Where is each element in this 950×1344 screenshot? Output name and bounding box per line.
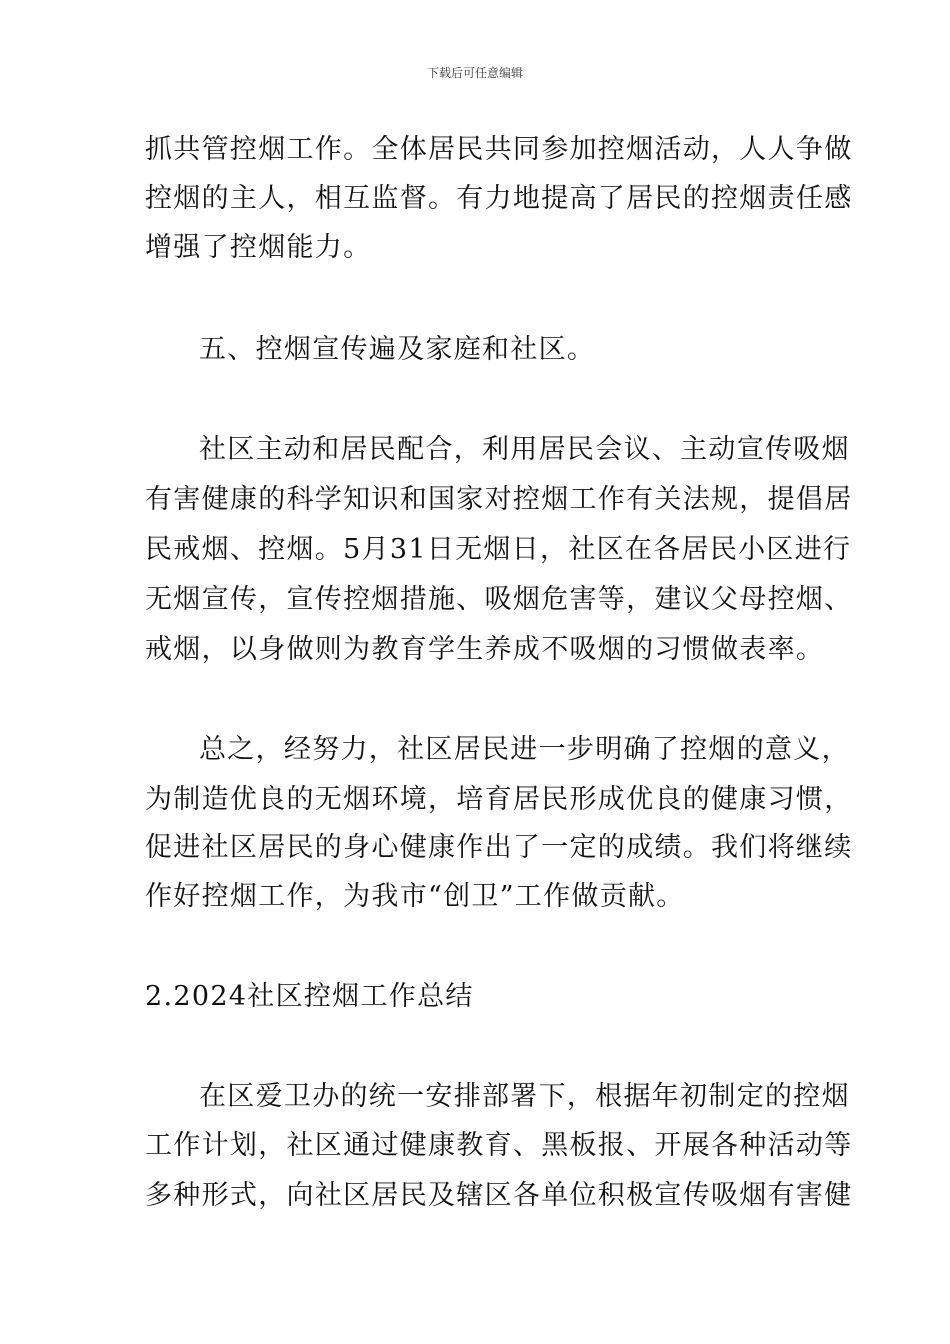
section-title: 2.2024社区控烟工作总结 xyxy=(145,981,474,1012)
paragraph-line: 抓共管控烟工作。全体居民共同参加控烟活动，人人争做 xyxy=(145,134,853,165)
section-heading: 五、控烟宣传遍及家庭和社区。 xyxy=(199,334,596,365)
paragraph-line: 控烟的主人，相互监督。有力地提高了居民的控烟责任感 xyxy=(145,183,853,214)
paragraph-line: 促进社区居民的身心健康作出了一定的成绩。我们将继续 xyxy=(145,832,853,863)
paragraph-line: 社区主动和居民配合，利用居民会议、主动宣传吸烟 xyxy=(199,434,850,465)
paragraph-line: 作好控烟工作，为我市“创卫”工作做贡献。 xyxy=(145,881,685,912)
paragraph-line: 无烟宣传，宣传控烟措施、吸烟危害等，建议父母控烟、 xyxy=(145,584,853,615)
paragraph-line: 多种形式，向社区居民及辖区各单位积极宣传吸烟有害健 xyxy=(145,1180,853,1211)
paragraph-line: 总之，经努力，社区居民进一步明确了控烟的意义， xyxy=(199,734,850,765)
paragraph-line: 戒烟，以身做则为教育学生养成不吸烟的习惯做表率。 xyxy=(145,634,825,665)
paragraph-line: 民戒烟、控烟。5月31日无烟日，社区在各居民小区进行 xyxy=(145,534,852,565)
paragraph-line: 增强了控烟能力。 xyxy=(145,232,372,263)
paragraph-line: 有害健康的科学知识和国家对控烟工作有关法规，提倡居 xyxy=(145,484,853,515)
paragraph-line: 在区爱卫办的统一安排部署下，根据年初制定的控烟 xyxy=(199,1081,850,1112)
paragraph-line: 为制造优良的无烟环境，培育居民形成优良的健康习惯， xyxy=(145,784,853,815)
page-header: 下载后可任意编辑 xyxy=(426,66,523,80)
paragraph-line: 工作计划，社区通过健康教育、黑板报、开展各种活动等 xyxy=(145,1130,853,1161)
